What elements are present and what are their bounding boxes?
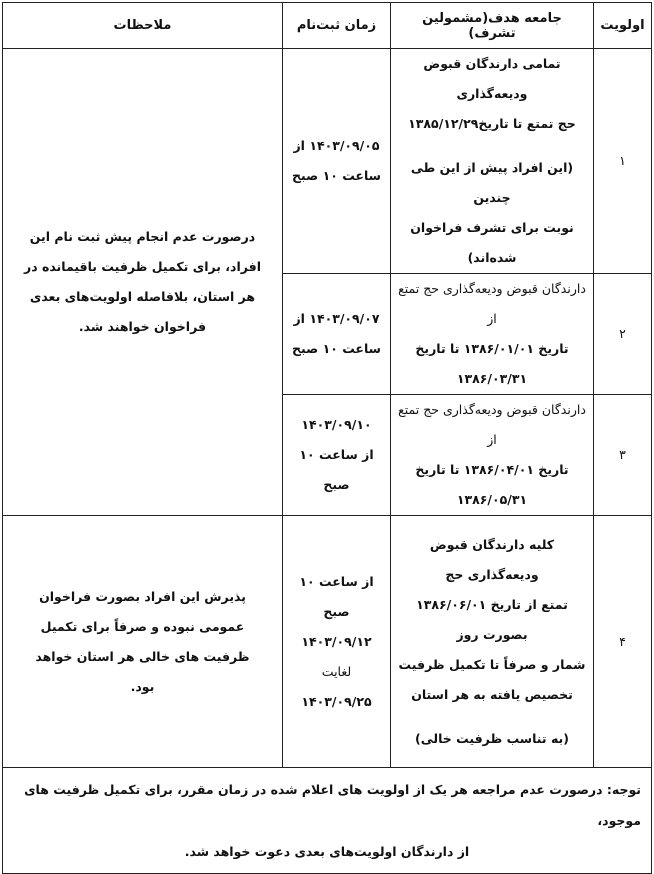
notes-cell	[3, 49, 283, 516]
notes-line: پذیرش این افراد بصورت فراخوان	[39, 588, 246, 604]
target-line: تخصیص یافته به هر استان	[411, 686, 573, 702]
footer-note	[3, 768, 652, 874]
header-priority: اولویت	[594, 3, 652, 49]
target-line: ۱۳۸۶/۰۳/۳۱	[456, 371, 528, 386]
time-line: صبح	[323, 603, 350, 619]
time-line: لغایت	[321, 663, 352, 679]
footer-line: از دارندگان اولویت‌های بعدی دعوت خواهد شد.	[184, 844, 470, 859]
table-header-row	[3, 3, 652, 49]
time-line: ۱۴۰۳/۰۹/۲۵	[301, 693, 372, 709]
target-line: نوبت برای تشرف فراخوان شده‌اند)	[410, 220, 574, 265]
time-cell	[283, 516, 391, 768]
time-cell	[283, 274, 391, 395]
target-line: حج تمتع تا تاریخ۱۳۸۵/۱۲/۲۹	[408, 116, 576, 131]
target-line: ۱۳۸۶/۰۵/۳۱	[456, 492, 528, 507]
notes-line: ظرفیت های خالی هر استان خواهد	[35, 648, 250, 664]
target-line: تمتع از تاریخ ۱۳۸۶/۰۶/۰۱ بصورت روز	[416, 596, 568, 642]
priority-cell: ۱	[594, 49, 652, 274]
priority-cell: ۲	[594, 274, 652, 395]
time-line: ۱۴۰۳/۰۹/۰۷ از	[293, 311, 380, 326]
time-line: ۱۴۰۳/۰۹/۱۲	[301, 633, 372, 649]
header-time: زمان ثبت‌نام	[283, 3, 391, 49]
priority-table-container	[2, 2, 652, 859]
time-cell	[283, 395, 391, 516]
time-line: ۱۴۰۳/۰۹/۱۰	[301, 417, 372, 432]
target-line: دارندگان قبوض ودیعه‌گذاری حج تمتع از	[398, 281, 586, 326]
notes-line: هر استان، بلافاصله اولویت‌های بعدی	[29, 289, 256, 304]
notes-line: درصورت عدم انجام پیش ثبت نام این	[29, 229, 256, 244]
target-cell	[391, 274, 594, 395]
target-line: شمار و صرفاً تا تکمیل ظرفیت	[398, 656, 586, 672]
notes-line: عمومی نبوده و صرفاً برای تکمیل	[40, 618, 245, 634]
target-line: کلیه دارندگان قبوض ودیعه‌گذاری حج	[429, 536, 555, 582]
time-line: ساعت ۱۰ صبح	[292, 168, 381, 183]
notes-line: فراخوان خواهند شد.	[78, 319, 207, 334]
table-row	[3, 516, 652, 768]
priority-cell: ۳	[594, 395, 652, 516]
time-line: از ساعت ۱۰	[299, 573, 374, 589]
time-line: ۱۴۰۳/۰۹/۰۵ از	[293, 138, 380, 153]
header-target: جامعه هدف(مشمولین تشرف)	[391, 3, 594, 49]
notes-line: افراد، برای تکمیل ظرفیت باقیمانده در	[24, 259, 261, 274]
target-line: (این افراد پیش از این طی چندین	[410, 160, 574, 205]
time-line: صبح	[323, 477, 350, 492]
target-cell	[391, 49, 594, 274]
header-notes: ملاحظات	[3, 3, 283, 49]
target-line: تمامی دارندگان قبوض ودیعه‌گذاری	[423, 56, 561, 101]
priority-table	[2, 2, 652, 874]
priority-cell: ۴	[594, 516, 652, 768]
time-line: از ساعت ۱۰	[299, 447, 374, 462]
target-line: تاریخ ۱۳۸۶/۰۴/۰۱ تا تاریخ	[415, 462, 569, 477]
footer-line: توجه: درصورت عدم مراجعه هر یک از اولویت های اعلام شده در زمان مقرر، برای تکمیل ظرفیت های موجود،	[24, 782, 641, 828]
footer-row	[3, 768, 652, 874]
target-cell	[391, 395, 594, 516]
time-line: ساعت ۱۰ صبح	[292, 341, 381, 356]
target-cell	[391, 516, 594, 768]
target-line: تاریخ ۱۳۸۶/۰۱/۰۱ تا تاریخ	[415, 341, 569, 356]
table-row	[3, 49, 652, 274]
target-line: دارندگان قبوض ودیعه‌گذاری حج تمتع از	[398, 402, 586, 447]
notes-line: بود.	[130, 678, 155, 694]
target-line: (به تناسب ظرفیت خالی)	[415, 730, 569, 746]
time-cell	[283, 49, 391, 274]
notes-cell	[3, 516, 283, 768]
